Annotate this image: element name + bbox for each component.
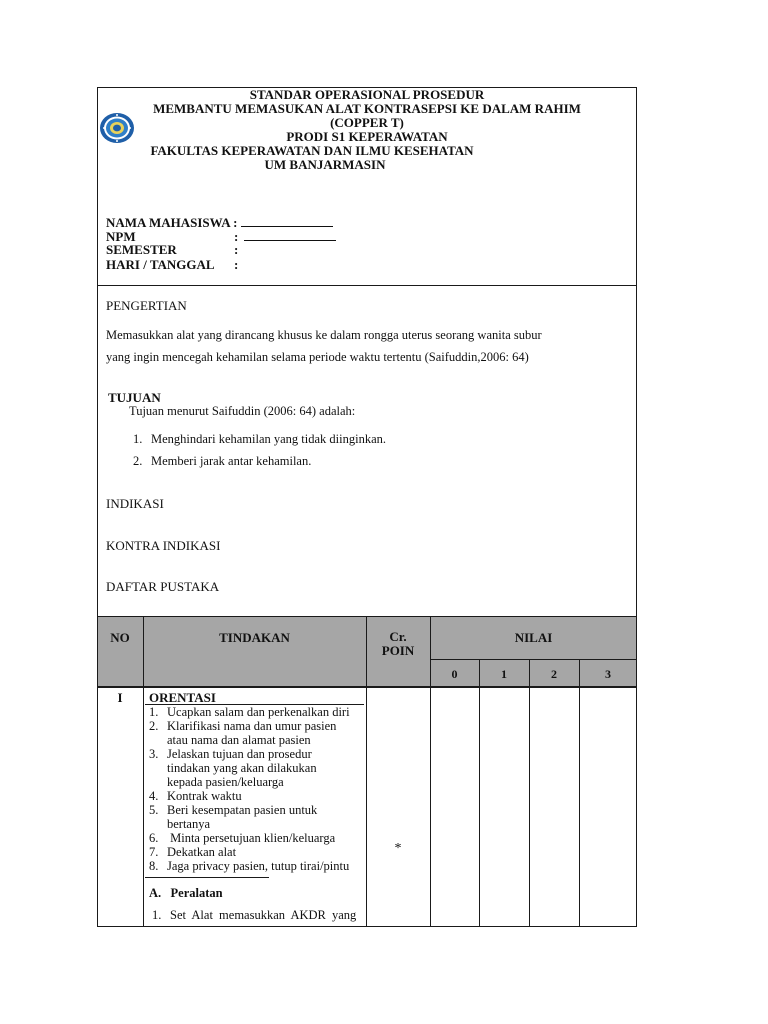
header-line-6: UM BANJARMASIN	[264, 157, 386, 172]
npm-blank	[244, 229, 336, 241]
peralatan-divider	[145, 877, 269, 878]
assessment-table	[97, 616, 637, 927]
nama-blank	[241, 215, 333, 227]
tujuan-item-1: 1. Menghindari kehamilan yang tidak diinginkan.	[133, 432, 387, 446]
tujuan-title: TUJUAN	[108, 390, 161, 405]
hari-label: HARI / TANGGAL	[106, 257, 215, 272]
col-header-cr: Cr.	[389, 629, 407, 644]
cr-poin-value: *	[394, 841, 402, 856]
pengertian-line-1: Memasukkan alat yang dirancang khusus ke dalam rongga uterus seorang wanita subur	[106, 328, 542, 342]
orentasi-item-5-line-2: bertanya	[167, 817, 211, 831]
npm-label: NPM	[106, 229, 136, 244]
pengertian-line-2: yang ingin mencegah kehamilan selama periode waktu tertentu (Saifuddin,2006: 64)	[106, 350, 529, 364]
orentasi-item-3-line-3: kepada pasien/keluarga	[167, 775, 284, 789]
orentasi-item-3-line-2: tindakan yang akan dilakukan	[167, 761, 317, 775]
orentasi-item-5: 5. Beri kesempatan pasien untuk	[149, 803, 318, 817]
orentasi-item-1: 1. Ucapkan salam dan perkenalkan diri	[149, 705, 350, 719]
header-line-1: STANDAR OPERASIONAL PROSEDUR	[249, 87, 485, 102]
score-header-1: 1	[501, 667, 507, 681]
orentasi-item-6: 6. Minta persetujuan klien/keluarga	[149, 831, 336, 845]
nilai-divider	[430, 659, 637, 660]
orentasi-item-8: 8. Jaga privacy pasien, tutup tirai/pintu	[149, 859, 350, 873]
orentasi-item-7: 7. Dekatkan alat	[149, 845, 237, 859]
orentasi-item-2-line-2: atau nama dan alamat pasien	[167, 733, 311, 747]
header-line-4: PRODI S1 KEPERAWATAN	[286, 129, 448, 144]
orentasi-title: ORENTASI	[149, 690, 216, 705]
row-number: I	[117, 690, 123, 705]
header-line-5: FAKULTAS KEPERAWATAN DAN ILMU KESEHATAN	[150, 143, 474, 158]
orentasi-item-3: 3. Jelaskan tujuan dan prosedur	[149, 747, 312, 761]
col-header-no: NO	[110, 630, 130, 645]
col-divider-cr	[430, 616, 431, 927]
col-divider-tindakan	[366, 616, 367, 927]
npm-colon: :	[234, 229, 336, 244]
score-header-2: 2	[551, 667, 557, 681]
col-header-nilai: NILAI	[514, 630, 553, 645]
nama-label: NAMA MAHASISWA :	[106, 215, 333, 230]
tujuan-intro: Tujuan menurut Saifuddin (2006: 64) adalah:	[129, 404, 356, 418]
peralatan-heading: A. Peralatan	[149, 886, 223, 900]
header-line-3: (COPPER T)	[330, 115, 404, 130]
orentasi-item-2: 2. Klarifikasi nama dan umur pasien	[149, 719, 337, 733]
col-divider-2	[579, 660, 580, 927]
sop-document	[97, 87, 637, 927]
daftar-pustaka-title: DAFTAR PUSTAKA	[106, 579, 220, 594]
pengertian-title: PENGERTIAN	[106, 298, 187, 313]
hari-colon: :	[234, 257, 239, 272]
orentasi-item-4: 4. Kontrak waktu	[149, 789, 242, 803]
col-header-tindakan: TINDAKAN	[219, 630, 290, 645]
semester-colon: :	[234, 242, 239, 257]
col-divider-0	[479, 660, 480, 927]
header-line-2: MEMBANTU MEMASUKAN ALAT KONTRASEPSI KE DALAM RAHIM	[153, 101, 581, 116]
col-header-poin: POIN	[381, 643, 415, 658]
body-box	[97, 285, 637, 617]
semester-label: SEMESTER	[106, 242, 177, 257]
peralatan-item-1: 1. Set Alat memasukkan AKDR yang	[152, 908, 357, 922]
col-divider-1	[529, 660, 530, 927]
col-divider-no	[143, 616, 144, 927]
header-bottom	[97, 686, 637, 688]
score-header-0: 0	[451, 667, 458, 681]
tujuan-item-2: 2. Memberi jarak antar kehamilan.	[133, 454, 312, 468]
header-box	[97, 87, 637, 286]
score-header-3: 3	[605, 667, 611, 681]
indikasi-title: INDIKASI	[106, 496, 164, 511]
kontra-indikasi-title: KONTRA INDIKASI	[106, 538, 221, 553]
